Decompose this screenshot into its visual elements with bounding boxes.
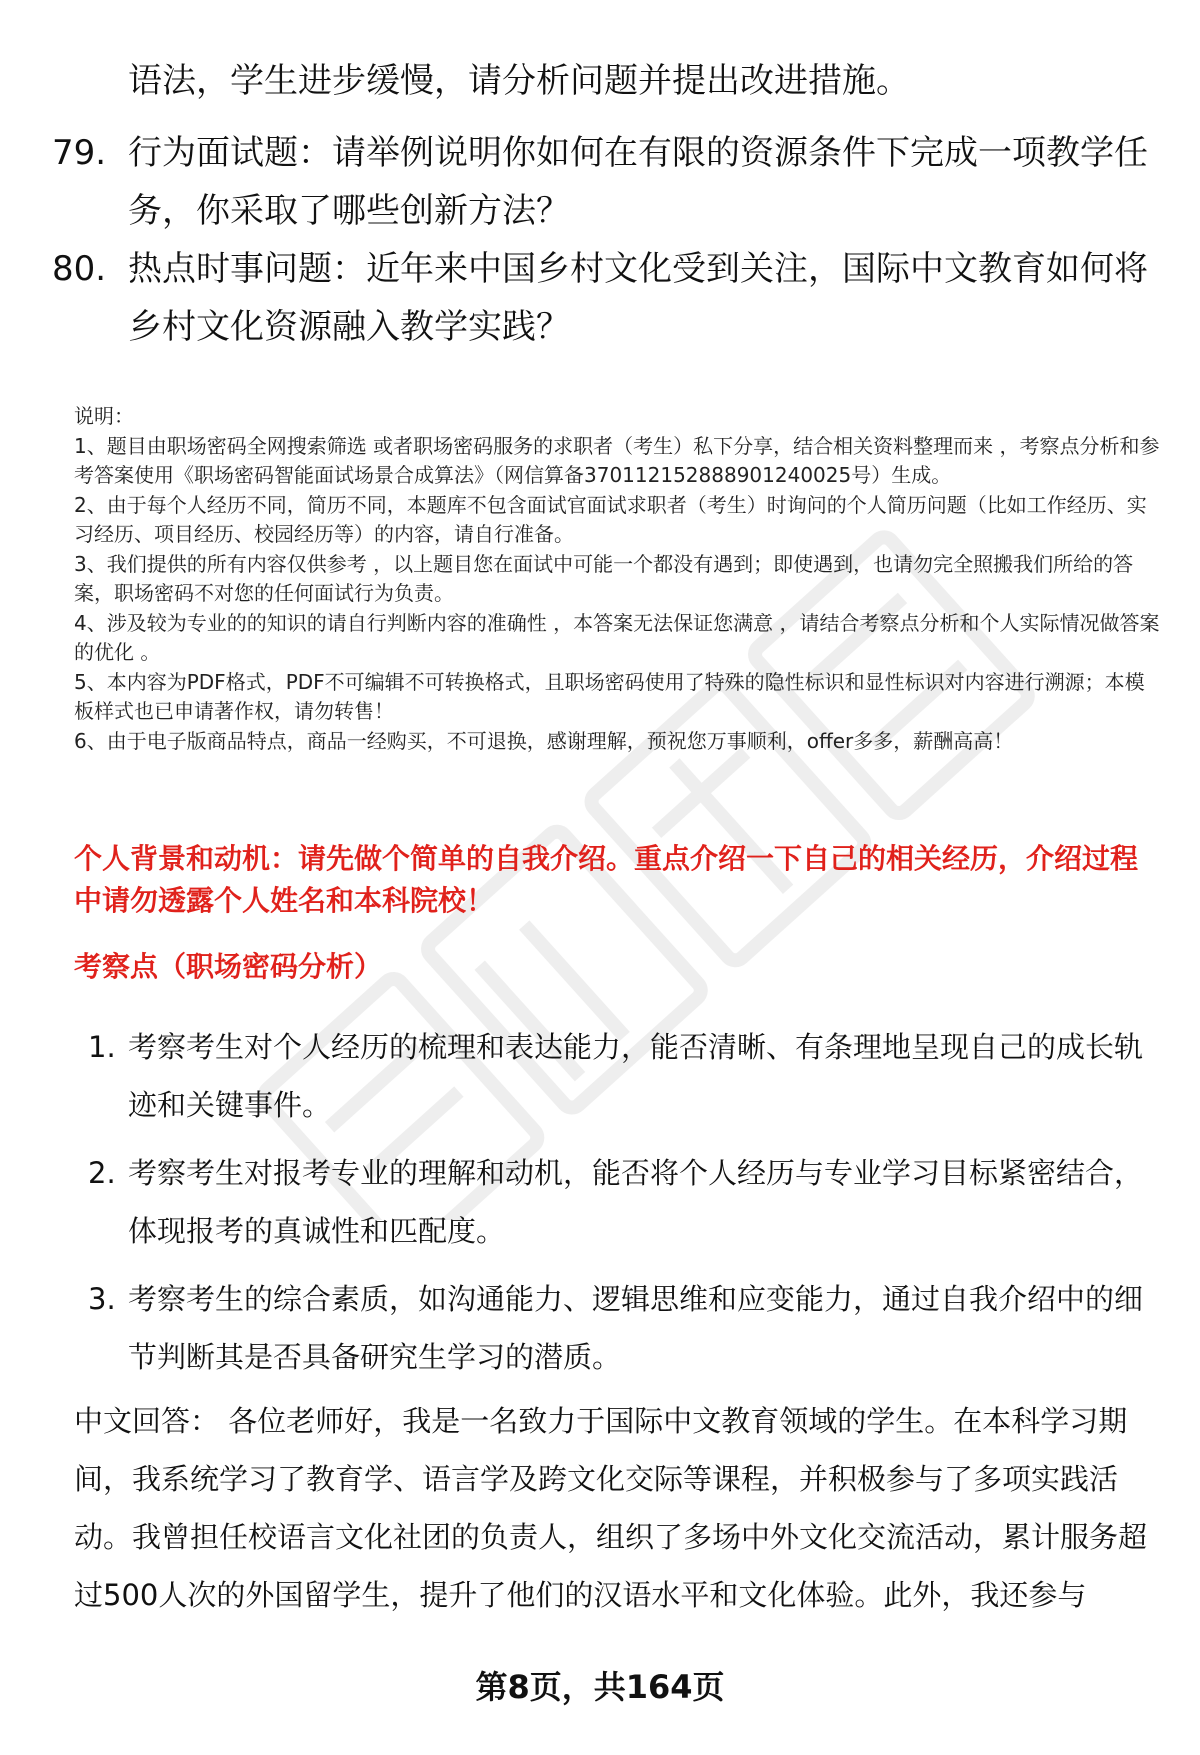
note-item: 6、由于电子版商品特点，商品一经购买，不可退换，感谢理解，预祝您万事顺利，offer多多，薪酬高高！ (74, 728, 1014, 753)
answer-label: 中文回答： (74, 1404, 220, 1438)
assessment-text: 考察考生对报考专业的理解和动机，能否将个人经历与专业学习目标紧密结合，体现报考的真诚性和匹配度。 (128, 1156, 1144, 1248)
assessment-title: 考察点（职场密码分析） (74, 950, 383, 983)
assessment-number: 1. (88, 1030, 116, 1064)
assessment-item (74, 1144, 1154, 1260)
note-item: 2、由于每个人经历不同，简历不同，本题库不包含面试官面试求职者（考生）时询问的个人简历问题（比如工作经历、实习经历、项目经历、校园经历等）的内容，请自行准备。 (74, 492, 1147, 546)
page-footer: 第8页，共164页 (475, 1668, 725, 1706)
assessment-item (74, 1018, 1154, 1134)
notes-title: 说明： (74, 404, 134, 428)
assessment-number: 2. (88, 1156, 116, 1190)
assessment-text: 考察考生的综合素质，如沟通能力、逻辑思维和应变能力，通过自我介绍中的细节判断其是否具备研究生学习的潜质。 (128, 1282, 1144, 1374)
question-number: 79. (52, 133, 107, 173)
note-item: 3、我们提供的所有内容仅供参考 ，以上题目您在面试中可能一个都没有遇到；即使遇到，也请勿完全照搬我们所给的答案，职场密码不对您的任何面试行为负责。 (74, 551, 1134, 605)
answer-paragraph (74, 1392, 1164, 1624)
note-item: 5、本内容为PDF格式，PDF不可编辑不可转换格式，且职场密码使用了特殊的隐性标识和显性标识对内容进行溯源；本模板样式也已申请著作权，请勿转售！ (74, 669, 1145, 723)
question-continuation: 语法，学生进步缓慢，请分析问题并提出改进措施。 (128, 61, 910, 101)
answer-text: 各位老师好，我是一名致力于国际中文教育领域的学生。在本科学习期间，我系统学习了教育学、语言学及跨文化交际等课程，并积极参与了多项实践活动。我曾担任校语言文化社团的负责人，组织了多场中外文化交流活动，累计服务超过500人次的外国留学生，提升了他们的汉语水平和文化体验。此外，我还参与 (74, 1404, 1148, 1612)
note-item: 1、题目由职场密码全网搜索筛选 或者职场密码服务的求职者（考生）私下分享，结合相关资料整理而来 ，考察点分析和参考答案使用《职场密码智能面试场景合成算法》（网信算备370112152888901240025号）生成。 (74, 433, 1160, 487)
question-item (52, 124, 1152, 240)
assessment-item (74, 1270, 1154, 1386)
note-item: 4、涉及较为专业的的知识的请自行判断内容的准确性 ，本答案无法保证您满意 ，请结合考察点分析和个人实际情况做答案的优化 。 (74, 610, 1160, 664)
question-number: 80. (52, 249, 107, 289)
question-text: 热点时事问题：近年来中国乡村文化受到关注，国际中文教育如何将乡村文化资源融入教学实践？ (128, 249, 1148, 347)
assessment-number: 3. (88, 1282, 116, 1316)
notes-section (74, 402, 1164, 756)
assessment-list (74, 1018, 1154, 1396)
assessment-text: 考察考生对个人经历的梳理和表达能力，能否清晰、有条理地呈现自己的成长轨迹和关键事件。 (128, 1030, 1144, 1122)
background-question-heading: 个人背景和动机：请先做个简单的自我介绍。重点介绍一下自己的相关经历，介绍过程中请勿透露个人姓名和本科院校！ (74, 842, 1139, 917)
question-text: 行为面试题：请举例说明你如何在有限的资源条件下完成一项教学任务，你采取了哪些创新方法？ (128, 133, 1148, 231)
question-item (52, 240, 1152, 356)
